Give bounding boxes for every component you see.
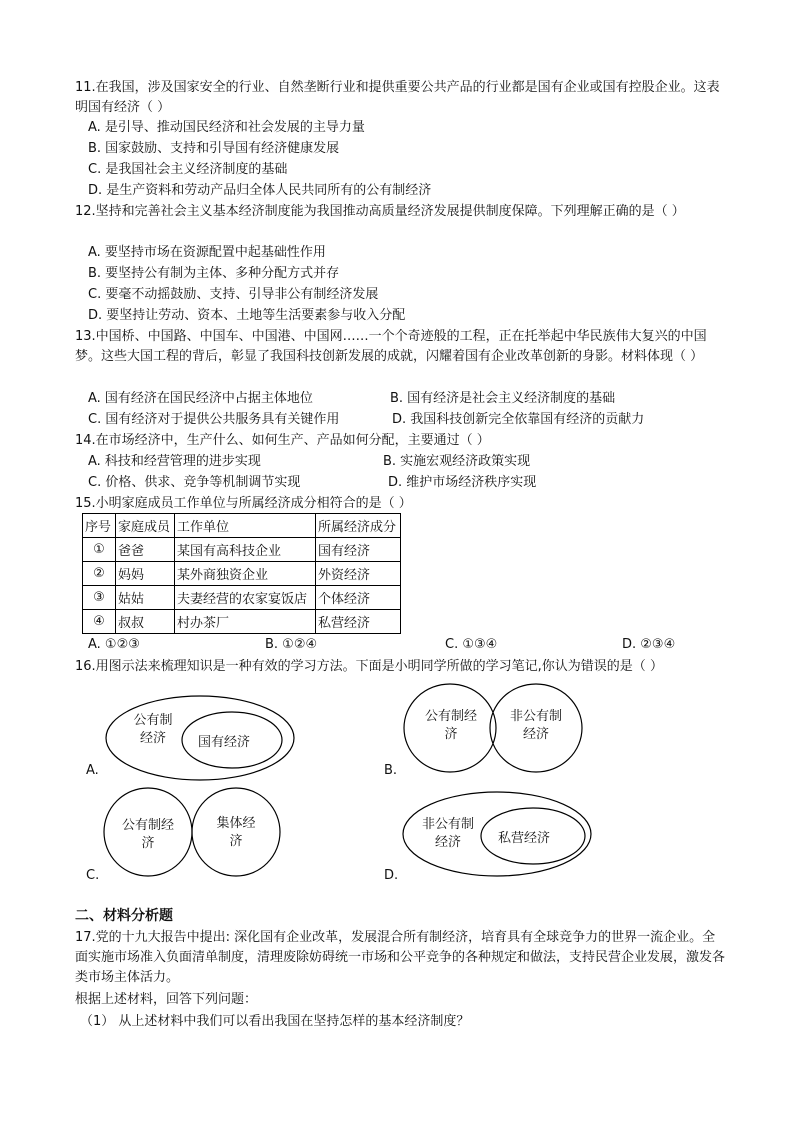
family-work-table — [82, 513, 401, 634]
q12-option-d[interactable]: D. 要坚持让劳动、资本、土地等生活要素参与收入分配 — [88, 308, 406, 323]
q12-option-c[interactable]: C. 要毫不动摇鼓励、支持、引导非公有制经济发展 — [88, 287, 379, 302]
table-row — [83, 586, 401, 610]
section-heading: 二、材料分析题 — [75, 908, 173, 924]
q15-option-a[interactable]: A. ①②③ — [88, 637, 140, 652]
table-cell: ③ — [83, 586, 116, 610]
diagram-b-letter[interactable]: B. — [384, 763, 398, 778]
diagram-b-left-label: 公有制经济 — [424, 709, 477, 742]
table-header-row — [83, 514, 401, 538]
table-row — [83, 562, 401, 586]
diagram-d-outer-label: 非公有制经济 — [421, 817, 474, 850]
table-cell: 夫妻经营的农家宴饭店 — [175, 586, 316, 610]
q14-option-a[interactable]: A. 科技和经营管理的进步实现 — [88, 454, 261, 469]
table-cell: 私营经济 — [316, 610, 401, 634]
question-12-stem: 12.坚持和完善社会主义基本经济制度能为我国推动高质量经济发展提供制度保障。下列理解正确的是（ ） — [75, 204, 685, 219]
q14-option-b[interactable]: B. 实施宏观经济政策实现 — [383, 454, 531, 469]
question-13-stem: 13.中国桥、中国路、中国车、中国港、中国网……一个个奇迹般的工程，正在托举起中华民族伟大复兴的中国梦。这些大国工程的背后，彰显了我国科技创新发展的成就，闪耀着国有企业改革创新的身影。材料体现（ ） — [75, 329, 707, 364]
table-cell: 姑姑 — [116, 586, 175, 610]
table-row — [83, 610, 401, 634]
question-17-stem: 17.党的十九大报告中提出: 深化国有企业改革，发展混合所有制经济，培育具有全球竞争力的世界一流企业。全面实施市场准入负面清单制度，清理废除妨碍统一市场和公平竞争的各种规定和做法，支持民营企业发展，激发各类市场主体活力。 — [75, 930, 726, 985]
diagram-a-letter[interactable]: A. — [86, 763, 99, 778]
table-cell: 个体经济 — [316, 586, 401, 610]
q11-option-b[interactable]: B. 国家鼓励、支持和引导国有经济健康发展 — [88, 141, 340, 156]
diagram-c-letter[interactable]: C. — [86, 868, 100, 883]
table-header-cell: 家庭成员 — [116, 514, 175, 538]
q13-option-a[interactable]: A. 国有经济在国民经济中占据主体地位 — [88, 391, 313, 406]
question-14-stem: 14.在市场经济中，生产什么、如何生产、产品如何分配，主要通过（ ） — [75, 433, 490, 448]
table-header-cell: 所属经济成分 — [316, 514, 401, 538]
q11-option-c[interactable]: C. 是我国社会主义经济制度的基础 — [88, 162, 288, 177]
q13-option-c[interactable]: C. 国有经济对于提供公共服务具有关键作用 — [88, 412, 340, 427]
q12-option-a[interactable]: A. 要坚持市场在资源配置中起基础性作用 — [88, 245, 326, 260]
q15-option-c[interactable]: C. ①③④ — [445, 637, 498, 652]
question-15-stem: 15.小明家庭成员工作单位与所属经济成分相符合的是（ ） — [75, 496, 412, 511]
table-cell: 某国有高科技企业 — [175, 538, 316, 562]
q12-option-b[interactable]: B. 要坚持公有制为主体、多种分配方式并存 — [88, 266, 340, 281]
q14-option-d[interactable]: D. 维护市场经济秩序实现 — [388, 475, 537, 490]
diagram-b-right-label: 非公有制经济 — [509, 709, 562, 742]
table-cell: 国有经济 — [316, 538, 401, 562]
table-cell: 爸爸 — [116, 538, 175, 562]
table-cell: 村办茶厂 — [175, 610, 316, 634]
table-row — [83, 538, 401, 562]
q11-option-d[interactable]: D. 是生产资料和劳动产品归全体人民共同所有的公有制经济 — [88, 183, 432, 198]
question-16-stem: 16.用图示法来梳理知识是一种有效的学习方法。下面是小明同学所做的学习笔记,你认为错误的是（ ） — [75, 659, 663, 674]
diagram-c-left-label: 公有制经济 — [121, 818, 174, 851]
question-17-sub-1: （1） 从上述材料中我们可以看出我国在坚持怎样的基本经济制度？ — [80, 1014, 470, 1029]
table-cell: 妈妈 — [116, 562, 175, 586]
q15-option-b[interactable]: B. ①②④ — [265, 637, 318, 652]
diagram-d-inner-label: 私营经济 — [498, 831, 551, 846]
diagram-c-right-label: 集体经济 — [216, 816, 256, 849]
diagram-d-letter[interactable]: D. — [384, 868, 399, 883]
question-11-stem: 11.在我国，涉及国家安全的行业、自然垄断行业和提供重要公共产品的行业都是国有企业或国有控股企业。这表明国有经济（ ） — [75, 80, 720, 115]
table-header-cell: 序号 — [83, 514, 116, 538]
q13-option-d[interactable]: D. 我国科技创新完全依靠国有经济的贡献力 — [392, 412, 645, 427]
diagram-a-outer-label: 公有制经济 — [133, 713, 173, 746]
diagram-a-inner-label: 国有经济 — [198, 735, 251, 750]
q15-option-d[interactable]: D. ②③④ — [622, 637, 676, 652]
q13-option-b[interactable]: B. 国有经济是社会主义经济制度的基础 — [390, 391, 616, 406]
table-cell: ① — [83, 538, 116, 562]
question-17-prompt: 根据上述材料，回答下列问题： — [75, 992, 258, 1007]
q14-option-c[interactable]: C. 价格、供求、竞争等机制调节实现 — [88, 475, 301, 490]
table-cell: 外资经济 — [316, 562, 401, 586]
table-cell: 叔叔 — [116, 610, 175, 634]
table-cell: ② — [83, 562, 116, 586]
table-header-cell: 工作单位 — [175, 514, 316, 538]
table-cell: 某外商独资企业 — [175, 562, 316, 586]
q11-option-a[interactable]: A. 是引导、推动国民经济和社会发展的主导力量 — [88, 120, 365, 135]
table-cell: ④ — [83, 610, 116, 634]
